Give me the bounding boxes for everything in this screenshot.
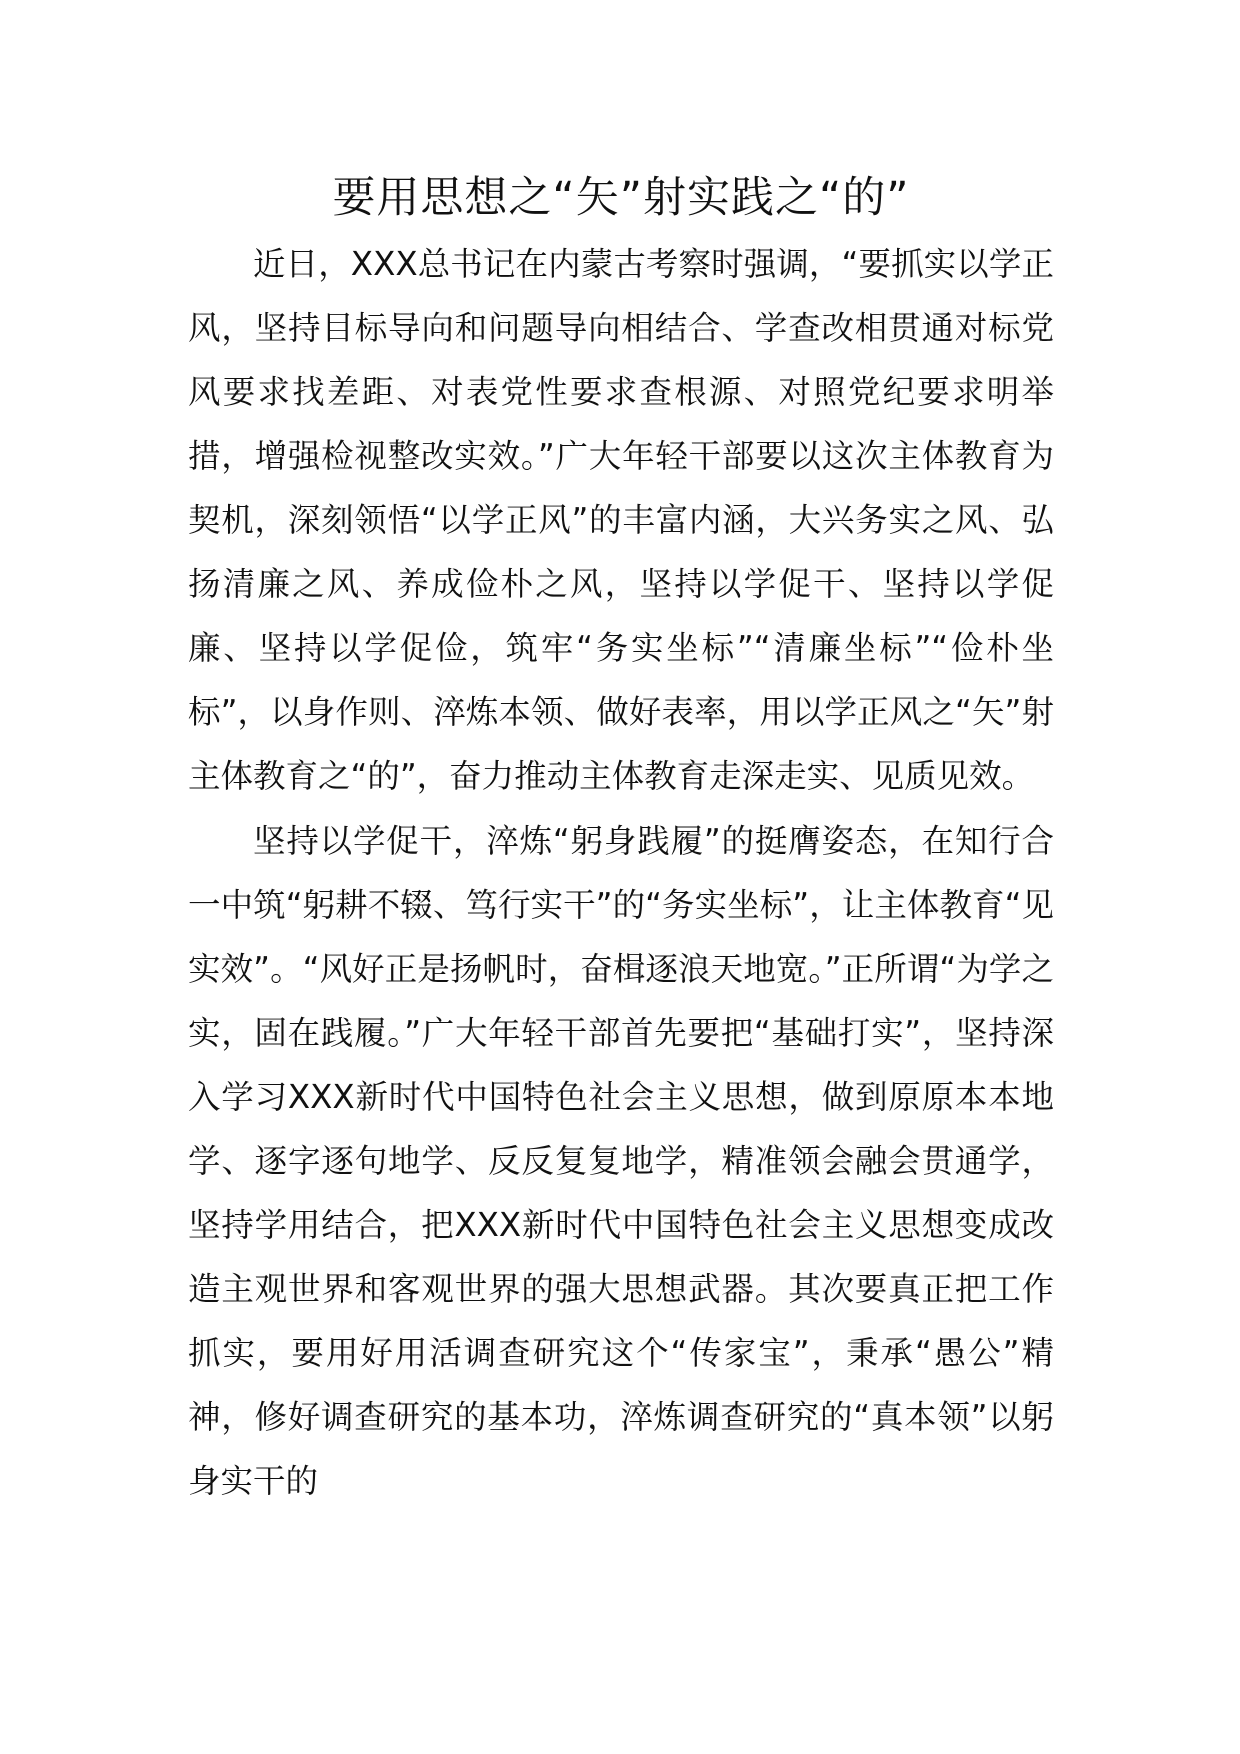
paragraph-1: 近日，XXX总书记在内蒙古考察时强调，“要抓实以学正风，坚持目标导向和问题导向相结合、学查改相贯通对标党风要求找差距、对表党性要求查根源、对照党纪要求明举措，增强检视整改实效。”广大年轻干部要以这次主体教育为契机，深刻领悟“以学正风”的丰富内涵，大兴务实之风、弘扬清廉之风、养成俭朴之风，坚持以学促干、坚持以学促廉、坚持以学促俭，筑牢“务实坐标”“清廉坐标”“俭朴坐标”，以身作则、淬炼本领、做好表率，用以学正风之“矢”射主体教育之“的”，奋力推动主体教育走深走实、见质见效。 xyxy=(188,245,1054,795)
paragraph-2: 坚持以学促干，淬炼“躬身践履”的挺膺姿态，在知行合一中筑“躬耕不辍、笃行实干”的“务实坐标”，让主体教育“见实效”。“风好正是扬帆时，奋楫逐浪天地宽。”正所谓“为学之实，固在践履。”广大年轻干部首先要把“基础打实”，坚持深入学习XXX新时代中国特色社会主义思想，做到原原本本地学、逐字逐句地学、反反复复地学，精准领会融会贯通学，坚持学用结合，把XXX新时代中国特色社会主义思想变成改造主观世界和客观世界的强大思想武器。其次要真正把工作抓实，要用好用活调查研究这个“传家宝”，秉承“愚公”精神，修好调查研究的基本功，淬炼调查研究的“真本领”以躬身实干的 xyxy=(188,822,1054,1500)
document-body xyxy=(188,232,1054,1513)
document-title: 要用思想之“矢”射实践之“的” xyxy=(332,173,910,223)
